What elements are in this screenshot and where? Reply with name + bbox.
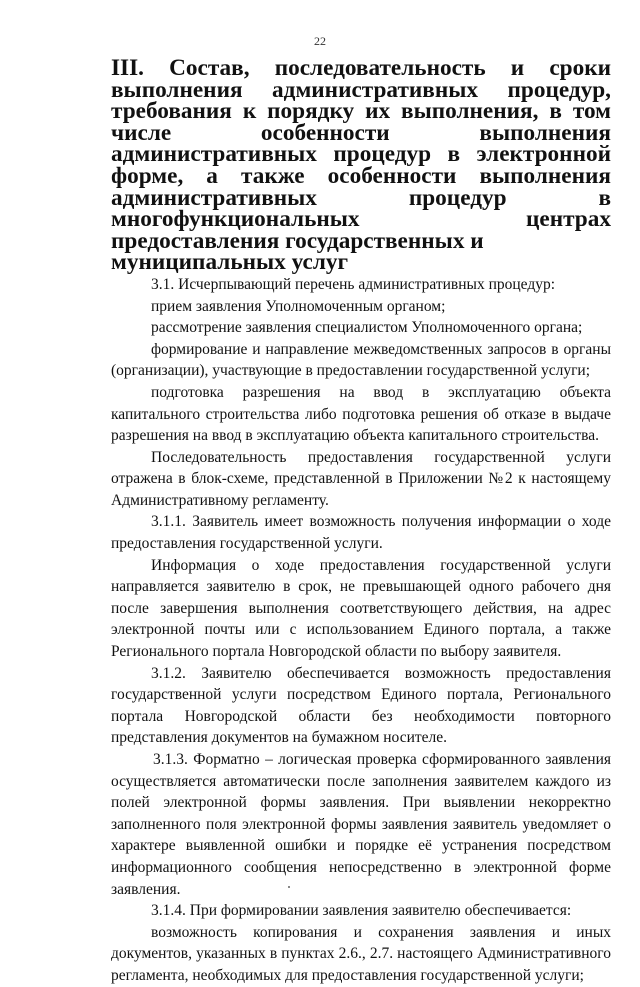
list-item-reception: прием заявления Уполномоченным органом; <box>151 297 446 315</box>
list-item-permit: подготовка разрешения на ввод в эксплуатацию объекта капитального строительства либо подготовка решения об отказе в выдаче разрешения на ввод в эксплуатацию объекта капитального строительства. <box>111 383 611 445</box>
list-item-copy: возможность копирования и сохранения заявления и иных документов, указанных в пунктах 2.6., 2.7. настоящего Административного регламента, необходимых для предоставления государственной услуги; <box>111 923 611 984</box>
section-title <box>111 55 611 276</box>
paragraph-3-1-1: 3.1.1. Заявитель имеет возможность получения информации о ходе предоставления государственной услуги. <box>111 513 611 553</box>
paragraph-3-1: 3.1. Исчерпывающий перечень административных процедур: <box>151 275 556 293</box>
paragraph-3-1-3: 3.1.3. Форматно – логическая проверка сформированного заявления осуществляется автоматически после заполнения заявителем каждого из полей электронной формы заявления. При выявлении некорректно заполненного поля электронной формы заявления заявитель уведомляет о характере выявленной ошибки и порядке её устранения посредством информационного сообщения непосредственно в электронной форме заявления. <box>111 751 611 898</box>
list-item-review: рассмотрение заявления специалистом Уполномоченного органа; <box>151 319 583 337</box>
page-number: 22 <box>314 34 326 48</box>
paragraph-3-1-4: 3.1.4. При формировании заявления заявителю обеспечивается: <box>151 902 572 920</box>
section-title-main: III. Состав, последовательность и сроки выполнения административных процедур, требования к порядку их выполнения, в том числе особенности выполнения административных процедур в электронной форме, а также особенности выполнения административных процедур в многофункциональных центрах <box>111 55 611 233</box>
paragraph-info: Информация о ходе предоставления государственной услуги направляется заявителю в срок, не превышающей одного рабочего дня после завершения выполнения соответствующего действия, на адрес электронной почты или с использованием Единого портала, а также Регионального портала Новгородской области по выбору заявителя. <box>111 556 611 661</box>
document-body <box>111 55 611 987</box>
list-item-requests: формирование и направление межведомственных запросов в органы (организации), участвующие в предоставлении государственной услуги; <box>111 340 611 380</box>
footer-mark <box>288 886 290 888</box>
paragraph-3-1-2: 3.1.2. Заявителю обеспечивается возможность предоставления государственной услуги посредством Единого портала, Регионального портала Новгородской области без необходимости повторного представления документов на бумажном носителе. <box>111 664 611 747</box>
paragraph-sequence: Последовательность предоставления государственной услуги отражена в блок-схеме, представленной в Приложении №2 к настоящему Административному регламенту. <box>111 448 611 509</box>
section-title-last-line: предоставления государственных и муниципальных услуг <box>111 227 484 276</box>
